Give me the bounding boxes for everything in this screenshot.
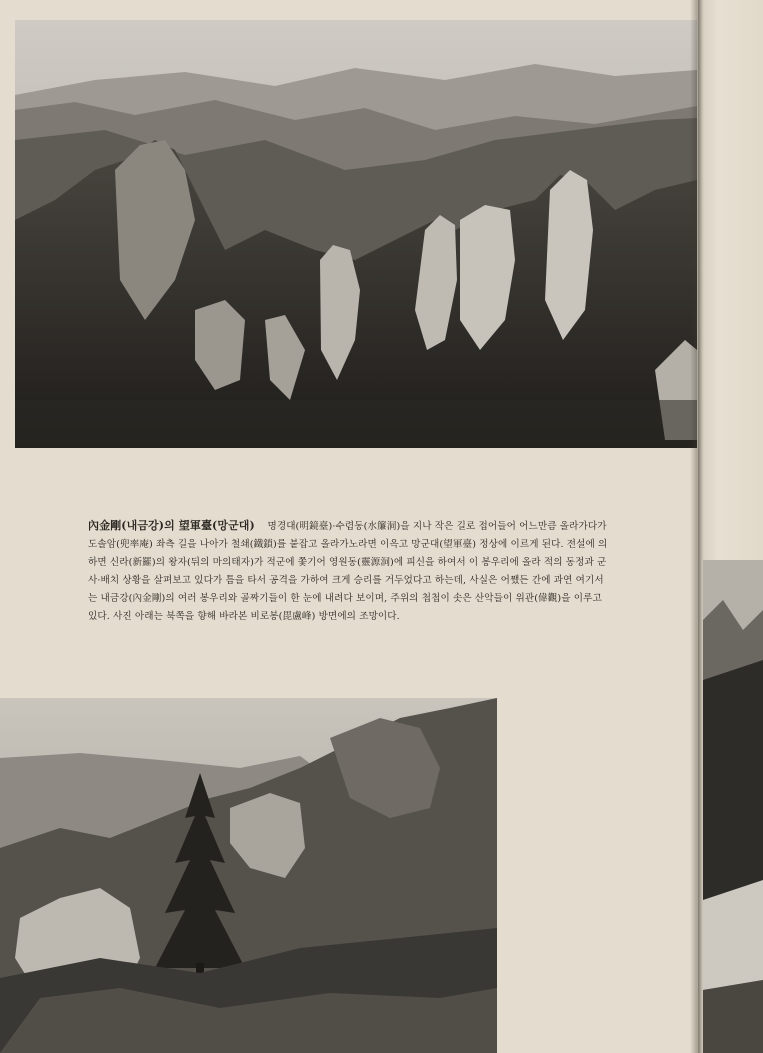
page-gutter [690,0,702,1053]
mountain-panorama-photo [15,20,697,448]
partial-right-page-photo [703,560,763,1053]
caption-body: 명경대(明鏡臺)·수렴동(水簾洞)을 지나 작은 길로 접어들어 어느만큼 올라가다가 도솔암(兜率庵) 좌측 길을 나아가 철쇄(鐵鎖)를 붙잡고 올라가노라면 이윽고 망군대(望軍臺) 정상에 이르게 된다. 전설에 의하면 신라(新羅)의 왕자(뒤의 마의태자)가 적군에 쫓기어 영원동(靈源洞)에 피신을 하여서 이 봉우리에 올라 적의 동정과 군사·배치 상황을 살펴보고 있다가 틈을 타서 공격을 가하여 크게 승리를 거두었다고 하는데, 사실은 어쨌든 간에 과연 여기서는 내금강(內金剛)의 여러 봉우리와 골짜기들이 한 눈에 내려다 보이며, 주위의 첩첩이 솟은 산악들이 위관(偉觀)을 이루고 있다. 사진 아래는 북쪽을 향해 바라본 비로봉(毘盧峰) 방면에의 조망이다. [88,521,608,622]
caption-title: 內金剛(내금강)의 望軍臺(망군대) [88,519,255,532]
pine-cliff-photo [0,698,497,1053]
photo-caption [88,517,608,626]
